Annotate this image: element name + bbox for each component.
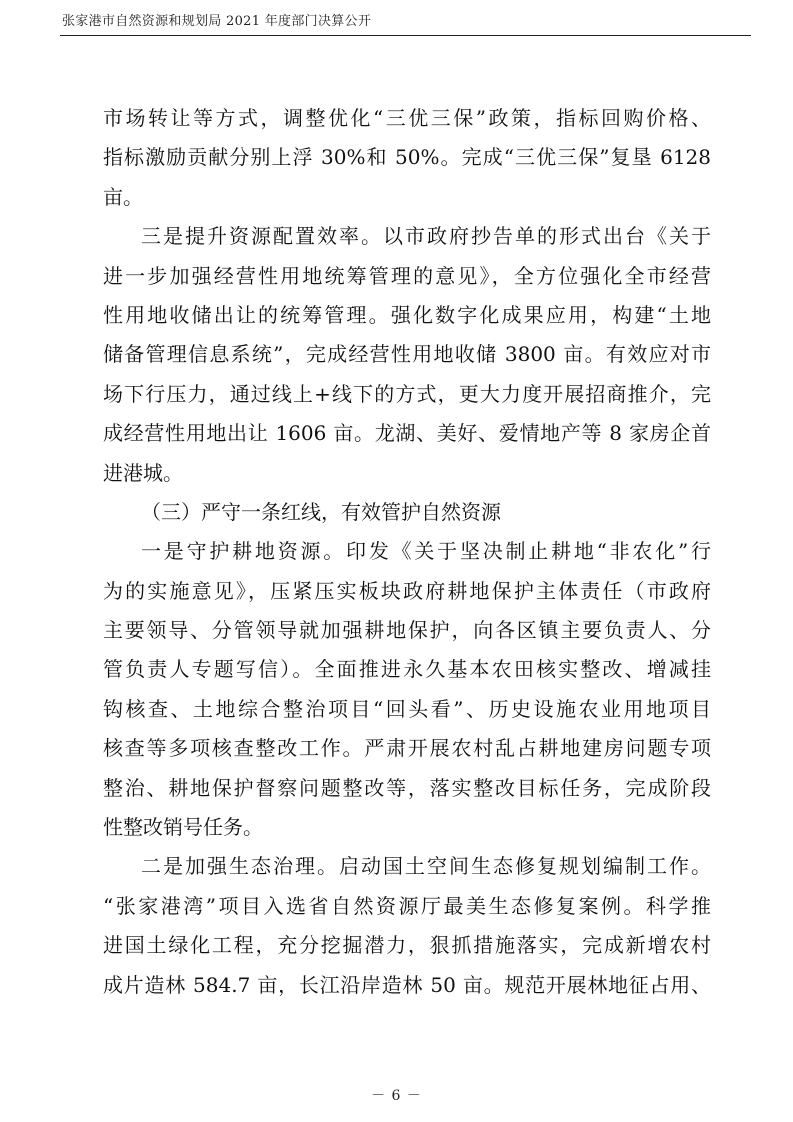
paragraph-line: 钩核查、土地综合整治项目“回头看”、历史设施农业用地项目 <box>103 696 711 721</box>
paragraph-line: 核查等多项核查整改工作。严肃开展农村乱占耕地建房问题专项 <box>103 736 711 761</box>
section-heading: （三）严守一条红线，有效管护自然资源 <box>141 499 501 524</box>
paragraph-line: “张家港湾”项目入选省自然资源厅最美生态修复案例。科学推 <box>103 893 711 918</box>
paragraph-line: 进港城。 <box>103 460 183 485</box>
paragraph-line: 成片造林 584.7 亩，长江沿岸造林 50 亩。规范开展林地征占用、 <box>103 972 711 997</box>
paragraph-line: 指标激励贡献分别上浮 30%和 50%。完成“三优三保”复垦 6128 <box>103 145 711 170</box>
paragraph-line: 进一步加强经营性用地统筹管理的意见》，全方位强化全市经营 <box>103 263 711 288</box>
paragraph-line: 亩。 <box>103 184 143 209</box>
paragraph-line: 主要领导、分管领导就加强耕地保护，向各区镇主要负责人、分 <box>103 618 711 643</box>
document-body <box>103 99 711 1005</box>
paragraph-line: 成经营性用地出让 1606 亩。龙湖、美好、爱情地产等 8 家房企首 <box>103 421 711 446</box>
paragraph-line: 为的实施意见》，压紧压实板块政府耕地保护主体责任（市政府 <box>103 578 711 603</box>
paragraph-line: 性用地收储出让的统筹管理。强化数字化成果应用，构建“土地 <box>103 302 711 327</box>
header-divider <box>60 35 751 36</box>
paragraph-line: 场下行压力，通过线上+线下的方式，更大力度开展招商推介，完 <box>103 381 711 406</box>
running-header: 张家港市自然资源和规划局 2021 年度部门决算公开 <box>62 14 372 29</box>
paragraph-line: 储备管理信息系统”，完成经营性用地收储 3800 亩。有效应对市 <box>103 342 711 367</box>
paragraph-line: 进国土绿化工程，充分挖掘潜力，狠抓措施落实，完成新增农村 <box>103 933 711 958</box>
paragraph-line: 整治、耕地保护督察问题整改等，落实整改目标任务，完成阶段 <box>103 775 711 800</box>
paragraph-line: 三是提升资源配置效率。以市政府抄告单的形式出台《关于 <box>141 224 711 249</box>
paragraph-line: 市场转让等方式，调整优化“三优三保”政策，指标回购价格、 <box>103 106 711 130</box>
paragraph-line: 性整改销号任务。 <box>103 815 263 840</box>
page-number: － 6 － <box>371 1088 422 1104</box>
paragraph-line: 管负责人专题写信）。全面推进永久基本农田核实整改、增减挂 <box>103 657 711 682</box>
paragraph-line: 二是加强生态治理。启动国土空间生态修复规划编制工作。 <box>141 854 711 879</box>
paragraph-line: 一是守护耕地资源。印发《关于坚决制止耕地“非农化”行 <box>141 539 711 564</box>
